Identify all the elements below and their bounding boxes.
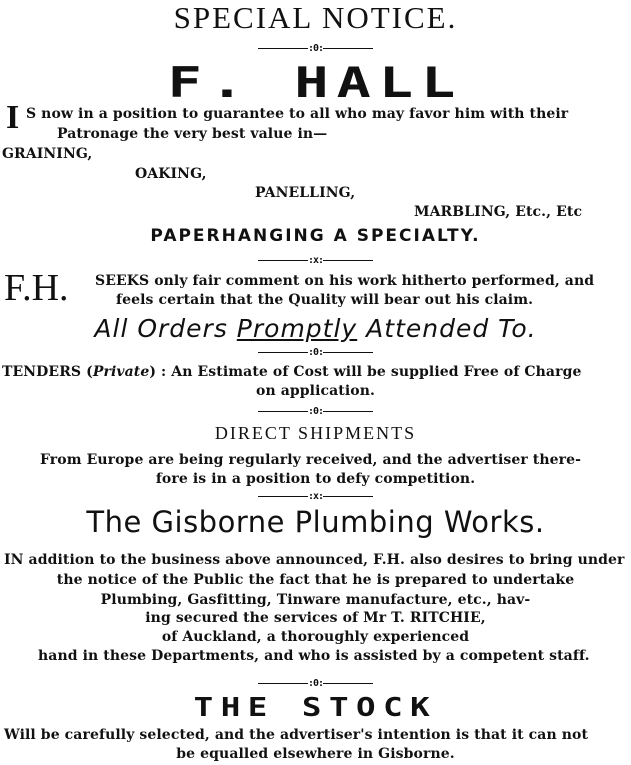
orders-line bbox=[0, 314, 631, 343]
tenders-rest: ) : An Estimate of Cost will be supplied Free of Charge bbox=[149, 364, 582, 380]
orders-part-2: Promptly bbox=[236, 314, 358, 343]
service-graining: GRAINING, bbox=[2, 146, 93, 162]
service-panelling: PANELLING, bbox=[255, 185, 356, 201]
fh-line-2: feels certain that the Quality will bear out his claim. bbox=[116, 292, 534, 308]
separator: :0: bbox=[0, 42, 631, 56]
stock-line-1: Will be carefully selected, and the advertiser's intention is that it can not bbox=[4, 727, 589, 743]
separator: :x: bbox=[0, 254, 631, 268]
plumbing-line-1: IN addition to the business above announced, F.H. also desires to bring under bbox=[4, 552, 625, 568]
plumbing-heading: The Gisborne Plumbing Works. bbox=[86, 505, 545, 539]
service-marbling: MARBLING, Etc., Etc bbox=[414, 204, 583, 220]
name-heading: F. HALL bbox=[167, 58, 464, 107]
fh-initials: F.H. bbox=[4, 267, 69, 309]
notice-heading: SPECIAL NOTICE. bbox=[173, 0, 458, 35]
separator: :x: bbox=[0, 490, 631, 504]
separator: :0: bbox=[0, 677, 631, 691]
tenders-lead: TENDERS ( bbox=[2, 364, 93, 380]
plumbing-line-6: hand in these Departments, and who is assisted by a competent staff. bbox=[38, 648, 590, 664]
tenders-line-2: on application. bbox=[256, 383, 375, 399]
name-heading-wrap bbox=[0, 58, 631, 107]
intro-line-1: S now in a position to guarantee to all who may favor him with their bbox=[26, 106, 569, 122]
orders-part-1: All Orders bbox=[94, 314, 237, 343]
drop-cap: I bbox=[6, 99, 20, 136]
direct-line-2: fore is in a position to defy competition. bbox=[155, 471, 476, 487]
paperhanging-heading: PAPERHANGING A SPECIALTY. bbox=[150, 226, 481, 246]
fh-line-1: SEEKS only fair comment on his work hitherto performed, and bbox=[95, 273, 595, 289]
stock-heading: THE STOCK bbox=[193, 693, 438, 723]
stock-heading-wrap bbox=[0, 693, 631, 723]
plumbing-line-4: ing secured the services of Mr T. RITCHIE, bbox=[145, 610, 486, 626]
separator: :0: bbox=[0, 346, 631, 360]
service-oaking: OAKING, bbox=[135, 166, 207, 182]
separator: :0: bbox=[0, 405, 631, 419]
orders-part-3: Attended To. bbox=[357, 314, 537, 343]
plumbing-line-5: of Auckland, a thoroughly experienced bbox=[161, 629, 470, 645]
tenders-line-1 bbox=[2, 364, 581, 380]
direct-line-1: From Europe are being regularly received, and the advertiser there- bbox=[40, 452, 582, 468]
plumbing-line-2: the notice of the Public the fact that he is prepared to undertake bbox=[56, 572, 575, 588]
stock-line-2: be equalled elsewhere in Gisborne. bbox=[176, 746, 455, 762]
direct-heading: DIRECT SHIPMENTS bbox=[214, 423, 417, 443]
plumbing-line-3: Plumbing, Gasfitting, Tinware manufacture, etc., hav- bbox=[100, 592, 531, 608]
intro-line-2: Patronage the very best value in— bbox=[57, 126, 328, 142]
tenders-private: Private bbox=[92, 364, 150, 380]
